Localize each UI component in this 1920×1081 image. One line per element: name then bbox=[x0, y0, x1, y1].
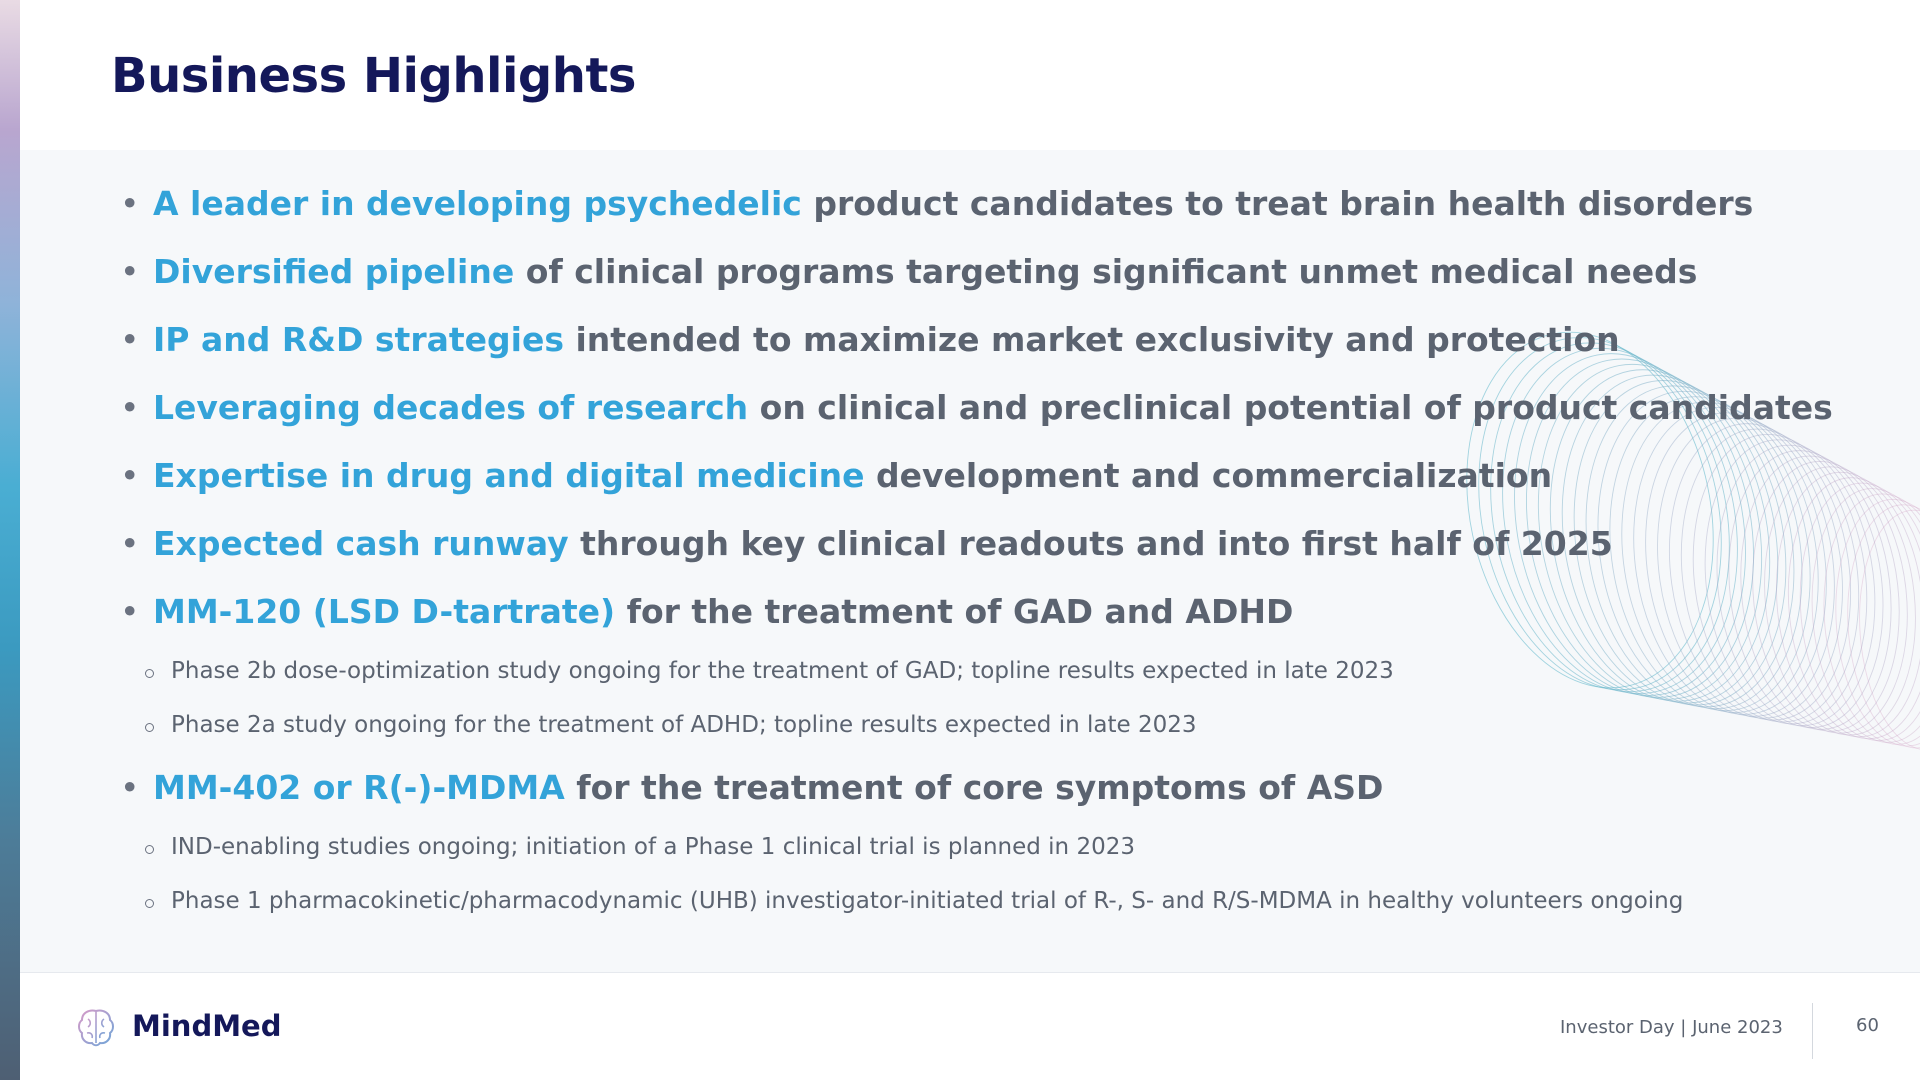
bullet-text: on clinical and preclinical potential of product candidates bbox=[748, 388, 1833, 427]
bullet-item bbox=[120, 592, 1293, 631]
bullet-text: intended to maximize market exclusivity and protection bbox=[563, 320, 1620, 359]
sub-bullet-item bbox=[145, 712, 1196, 738]
bullet-item bbox=[120, 320, 1620, 359]
bullet-item bbox=[120, 768, 1383, 807]
hollow-circle-icon bbox=[145, 669, 154, 678]
brand-name: MindMed bbox=[132, 1009, 282, 1043]
bullet-highlight: Expertise in drug and digital medicine bbox=[153, 456, 865, 495]
bullet-item bbox=[120, 388, 1833, 427]
bullet-text: of clinical programs targeting significant unmet medical needs bbox=[514, 252, 1698, 291]
decorative-wave-ring bbox=[1474, 327, 1767, 714]
bullet-highlight: Expected cash runway bbox=[153, 524, 569, 563]
bullet-highlight: MM-120 (LSD D-tartrate) bbox=[153, 592, 616, 631]
brain-icon bbox=[76, 1007, 116, 1049]
bullet-highlight: MM-402 or R(-)-MDMA bbox=[153, 768, 565, 807]
bullet-dot-icon: • bbox=[120, 388, 140, 427]
hollow-circle-icon bbox=[145, 845, 154, 854]
bullet-item bbox=[120, 184, 1753, 223]
bullet-dot-icon: • bbox=[120, 524, 140, 563]
bullet-dot-icon: • bbox=[120, 592, 140, 631]
footer bbox=[20, 972, 1920, 1081]
bullet-dot-icon: • bbox=[120, 252, 140, 291]
decorative-wave-ring bbox=[1777, 471, 1920, 745]
content-panel bbox=[20, 150, 1920, 972]
bullet-text: for the treatment of core symptoms of ASD bbox=[564, 768, 1384, 807]
sub-bullet-text: Phase 2a study ongoing for the treatment of ADHD; topline results expected in late 2023 bbox=[171, 712, 1197, 738]
sub-bullet-item bbox=[145, 658, 1394, 684]
bullet-text: product candidates to treat brain health disorders bbox=[801, 184, 1754, 223]
bullet-highlight: A leader in developing psychedelic bbox=[153, 184, 802, 223]
bullet-text: for the treatment of GAD and ADHD bbox=[615, 592, 1294, 631]
decorative-wave-ring bbox=[1827, 494, 1920, 750]
bullet-dot-icon: • bbox=[120, 320, 140, 359]
sub-bullet-text: IND-enabling studies ongoing; initiation of a Phase 1 clinical trial is planned in 2023 bbox=[171, 834, 1135, 860]
bullet-item bbox=[120, 456, 1552, 495]
bullet-text: through key clinical readouts and into first half of 2025 bbox=[568, 524, 1613, 563]
sub-bullet-text: Phase 2b dose-optimization study ongoing for the treatment of GAD; topline results expected in late 2023 bbox=[171, 658, 1394, 684]
bullet-dot-icon: • bbox=[120, 768, 140, 807]
sub-bullet-item bbox=[145, 834, 1135, 860]
bullet-highlight: Diversified pipeline bbox=[153, 252, 515, 291]
sub-bullet-text: Phase 1 pharmacokinetic/pharmacodynamic (UHB) investigator-initiated trial of R-, S- and R/S-MDMA in healthy volunteers ongoing bbox=[171, 888, 1684, 914]
page-number: 60 bbox=[1856, 1015, 1879, 1036]
bullet-dot-icon: • bbox=[120, 184, 140, 223]
decorative-wave-ring bbox=[1639, 406, 1862, 730]
bullet-item bbox=[120, 252, 1697, 291]
bullet-highlight: IP and R&D strategies bbox=[153, 320, 564, 359]
bullet-text: development and commercialization bbox=[864, 456, 1553, 495]
event-label: Investor Day | June 2023 bbox=[1560, 1017, 1783, 1038]
decorative-wave-ring bbox=[1626, 400, 1854, 729]
hollow-circle-icon bbox=[145, 899, 154, 908]
footer-divider bbox=[1812, 1003, 1813, 1059]
bullet-highlight: Leveraging decades of research bbox=[153, 388, 749, 427]
bullet-item bbox=[120, 524, 1613, 563]
page-title: Business Highlights bbox=[111, 48, 636, 104]
left-accent-bar bbox=[0, 0, 20, 1080]
sub-bullet-item bbox=[145, 888, 1683, 914]
bullet-dot-icon: • bbox=[120, 456, 140, 495]
hollow-circle-icon bbox=[145, 723, 154, 732]
